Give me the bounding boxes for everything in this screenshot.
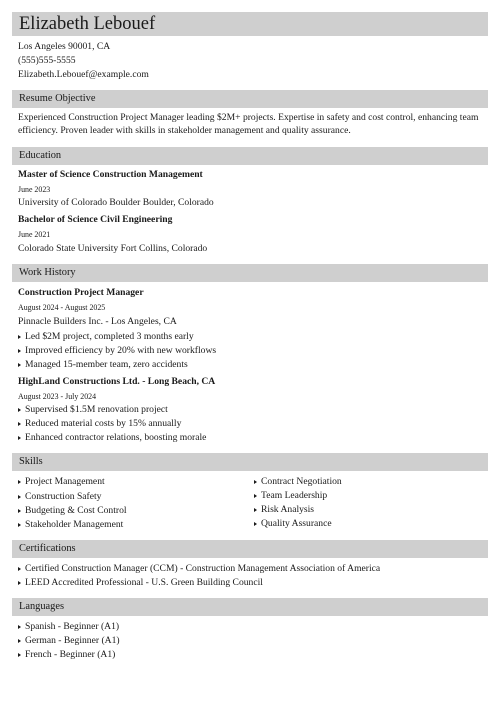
skill-item: Construction Safety <box>18 491 101 503</box>
education-school: University of Colorado Boulder Boulder, Colorado <box>18 197 214 208</box>
skill-item: Contract Negotiation <box>254 476 342 488</box>
list-item: Managed 15-member team, zero accidents <box>18 359 188 371</box>
section-header-work <box>12 264 488 282</box>
education-date: June 2023 <box>18 185 51 194</box>
section-title: Resume Objective <box>19 93 96 104</box>
contact-address: Los Angeles 90001, CA <box>18 41 111 52</box>
list-item: Led $2M project, completed 3 months early <box>18 331 194 343</box>
section-title: Work History <box>19 267 76 278</box>
candidate-name: Elizabeth Lebouef <box>19 14 156 34</box>
skill-item: Stakeholder Management <box>18 519 123 531</box>
section-title: Education <box>19 150 62 161</box>
section-header-objective <box>12 90 488 108</box>
section-header-certifications <box>12 540 488 558</box>
contact-phone: (555)555-5555 <box>18 55 76 66</box>
language-item: German - Beginner (A1) <box>18 635 120 647</box>
job-dates: August 2023 - July 2024 <box>18 392 97 401</box>
section-header-languages <box>12 598 488 616</box>
education-degree: Bachelor of Science Civil Engineering <box>18 214 173 225</box>
section-title: Certifications <box>19 543 76 554</box>
education-date: June 2021 <box>18 230 51 239</box>
job-dates: August 2024 - August 2025 <box>18 303 106 312</box>
section-title: Languages <box>19 601 65 612</box>
section-header-skills <box>12 453 488 471</box>
skill-item: Team Leadership <box>254 490 327 502</box>
job-company: Pinnacle Builders Inc. - Los Angeles, CA <box>18 316 177 327</box>
job-title: Construction Project Manager <box>18 287 144 298</box>
certification-item: Certified Construction Manager (CCM) - Construction Management Association of America <box>18 563 380 575</box>
skill-item: Quality Assurance <box>254 518 332 530</box>
list-item: Improved efficiency by 20% with new workflows <box>18 345 216 357</box>
education-school: Colorado State University Fort Collins, Colorado <box>18 243 208 254</box>
list-item: Supervised $1.5M renovation project <box>18 404 168 416</box>
list-item: Reduced material costs by 15% annually <box>18 418 181 430</box>
name-bar <box>12 12 488 36</box>
contact-email[interactable]: Elizabeth.Lebouef@example.com <box>18 69 149 80</box>
job-title: HighLand Constructions Ltd. - Long Beach, CA <box>18 376 216 387</box>
education-degree: Master of Science Construction Management <box>18 169 203 180</box>
section-title: Skills <box>19 456 43 467</box>
skill-item: Project Management <box>18 476 105 488</box>
list-item: Enhanced contractor relations, boosting morale <box>18 432 206 444</box>
language-item: Spanish - Beginner (A1) <box>18 621 119 633</box>
language-item: French - Beginner (A1) <box>18 649 115 661</box>
skill-item: Risk Analysis <box>254 504 314 516</box>
objective-text: Experienced Construction Project Manager leading $2M+ projects. Expertise in safety and cost control, enhancing team efficiency. Proven leader with skills in stakeholder management and quality assurance. <box>18 112 479 137</box>
certification-item: LEED Accredited Professional - U.S. Green Building Council <box>18 577 263 589</box>
skill-item: Budgeting & Cost Control <box>18 505 127 517</box>
section-header-education <box>12 147 488 165</box>
